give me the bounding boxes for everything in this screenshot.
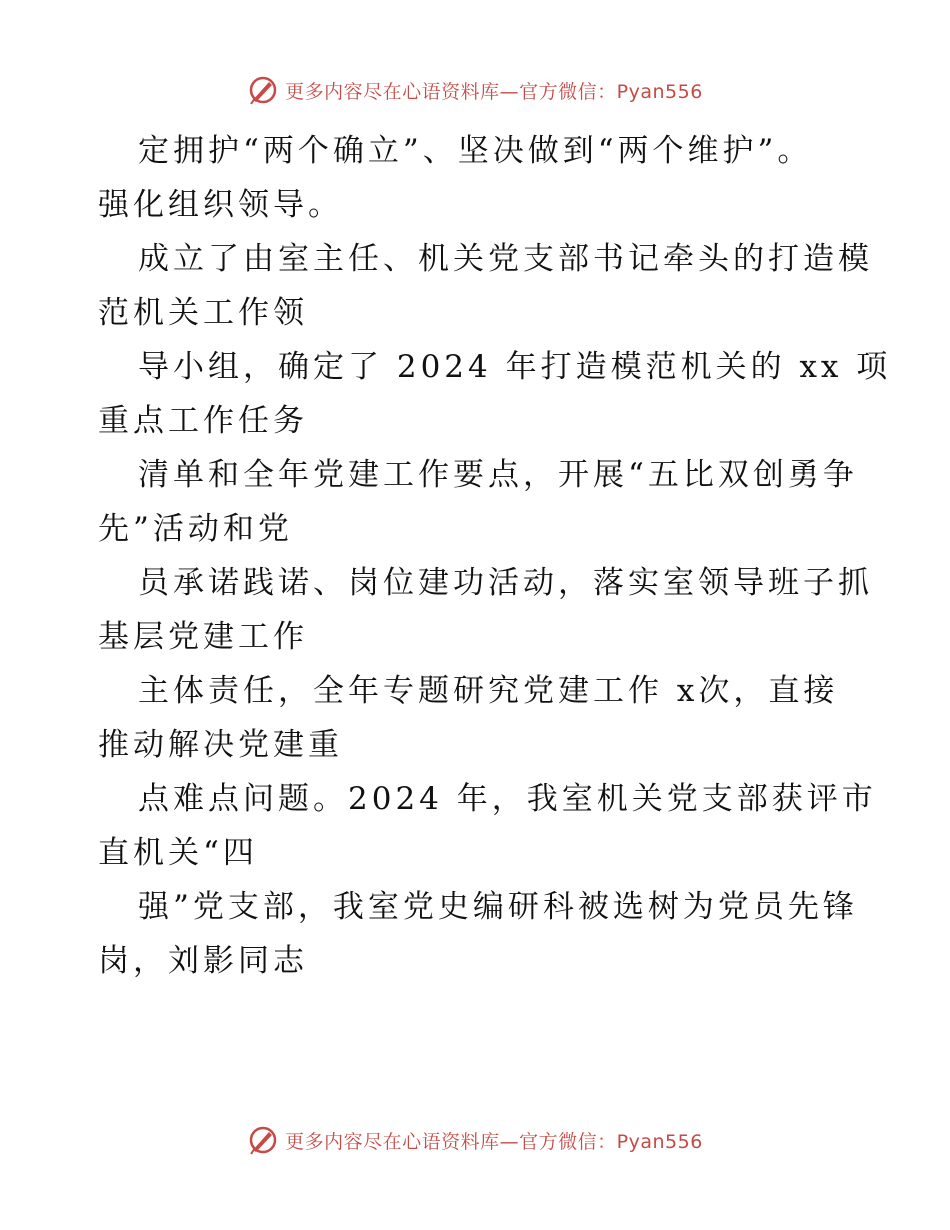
text-line: 范机关工作领 [98,295,308,331]
text-line: 清单和全年党建工作要点，开展“五比双创勇争 [138,457,858,493]
quill-pen-circle-icon [247,1124,279,1156]
footer-watermark [0,1120,950,1160]
text-line: 导小组，确定了 2024 年打造模范机关的 xx 项 [138,349,892,385]
text-line: 岗，刘影同志 [98,943,308,979]
text-line: 员承诺践诺、岗位建功活动，落实室领导班子抓 [138,565,873,601]
text-line: 点难点问题。2024 年，我室机关党支部获评市 [138,781,877,817]
header-watermark [0,70,950,110]
text-line: 直机关“四 [98,835,258,871]
text-line: 强”党支部，我室党史编研科被选树为党员先锋 [138,889,858,925]
text-line: 主体责任，全年专题研究党建工作 x次，直接 [138,673,839,709]
text-line: 先”活动和党 [98,511,293,547]
quill-pen-circle-icon [247,74,279,106]
document-body [98,124,892,988]
text-line: 推动解决党建重 [98,727,343,763]
text-line: 基层党建工作 [98,619,308,655]
watermark-text: 更多内容尽在心语资料库—官方微信：Pyan556 [285,1130,703,1153]
watermark-text: 更多内容尽在心语资料库—官方微信：Pyan556 [285,80,703,103]
text-line: 定拥护“两个确立”、坚决做到“两个维护”。 [138,133,813,169]
text-line: 重点工作任务 [98,403,308,439]
text-line: 强化组织领导。 [98,187,343,223]
text-line: 成立了由室主任、机关党支部书记牵头的打造模 [138,241,873,277]
